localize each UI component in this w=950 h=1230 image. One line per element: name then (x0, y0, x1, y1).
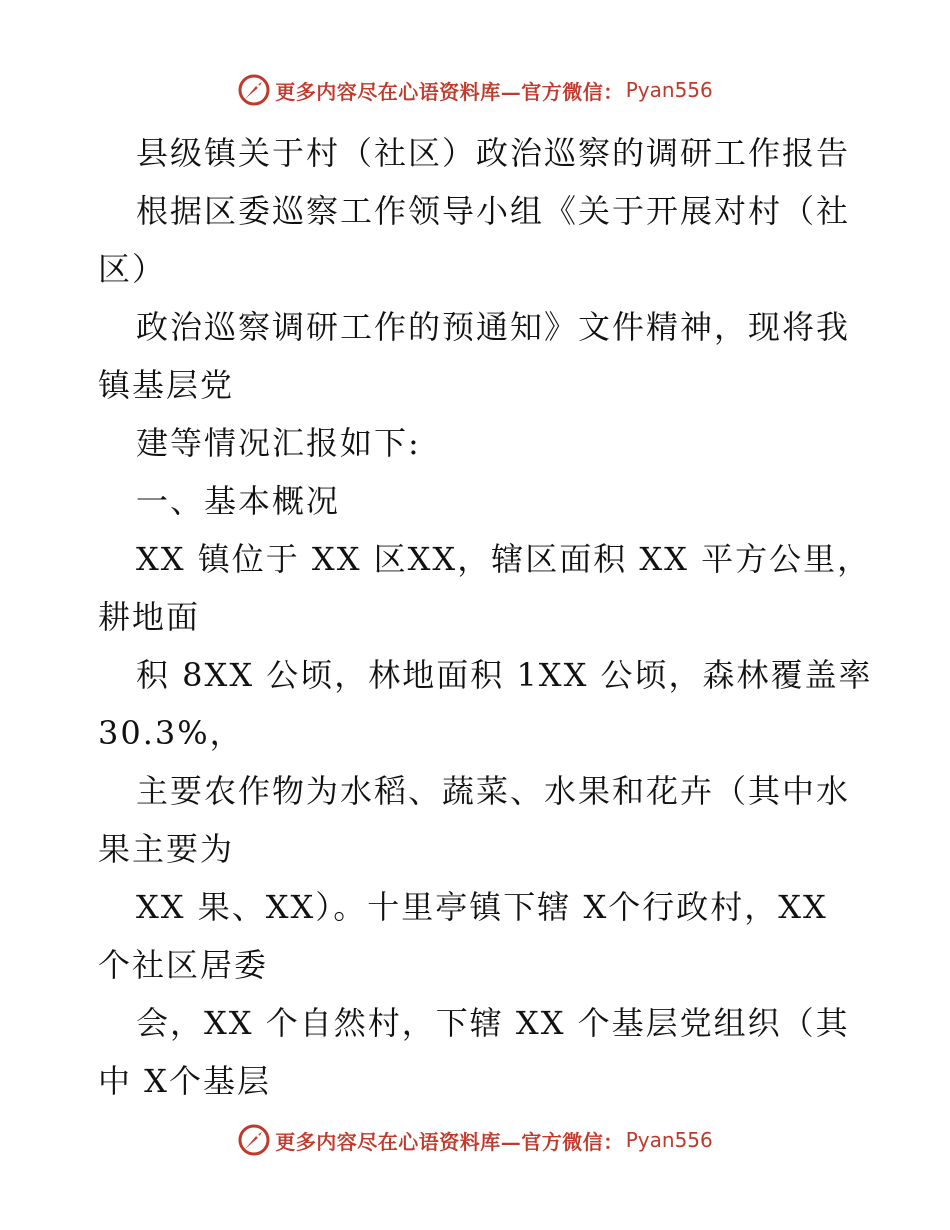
banner-contact: Pyan556 (625, 78, 713, 102)
text-line: 镇基层党 (98, 366, 235, 404)
text-line: 建等情况汇报如下: (136, 424, 421, 462)
text-line: 个社区居委 (98, 946, 269, 984)
text-line: 会，XX 个自然村，下辖 XX 个基层党组织（其 (136, 1004, 850, 1042)
pen-nib-logo-icon (237, 1123, 271, 1157)
text-line: 主要农作物为水稻、蔬菜、水果和花卉（其中水 (136, 772, 851, 810)
banner-contact: Pyan556 (625, 1128, 713, 1152)
banner-text: 更多内容尽在心语资料库—官方微信： (275, 1129, 624, 1154)
text-line: XX 果、XX）。十里亭镇下辖 X个行政村，XX (136, 888, 828, 926)
text-line: 中 X个基层 (98, 1062, 271, 1100)
text-line: XX 镇位于 XX 区XX，辖区面积 XX 平方公里， (136, 540, 872, 578)
header-watermark-banner (0, 70, 950, 110)
footer-watermark-banner (0, 1120, 950, 1160)
text-line: 果主要为 (98, 830, 235, 868)
text-line: 区） (98, 250, 167, 288)
document-body (98, 124, 873, 1110)
banner-text: 更多内容尽在心语资料库—官方微信： (275, 79, 624, 104)
text-line: 政治巡察调研工作的预通知》文件精神，现将我 (136, 308, 851, 346)
text-line: 30.3%， (98, 714, 244, 752)
text-line: 根据区委巡察工作领导小组《关于开展对村（社 (136, 192, 851, 230)
text-line: 耕地面 (98, 598, 201, 636)
text-line: 积 8XX 公顷，林地面积 1XX 公顷，森林覆盖率 (136, 656, 873, 694)
section-heading: 一、基本概况 (136, 482, 341, 520)
document-title: 县级镇关于村（社区）政治巡察的调研工作报告 (136, 134, 851, 172)
pen-nib-logo-icon (237, 73, 271, 107)
